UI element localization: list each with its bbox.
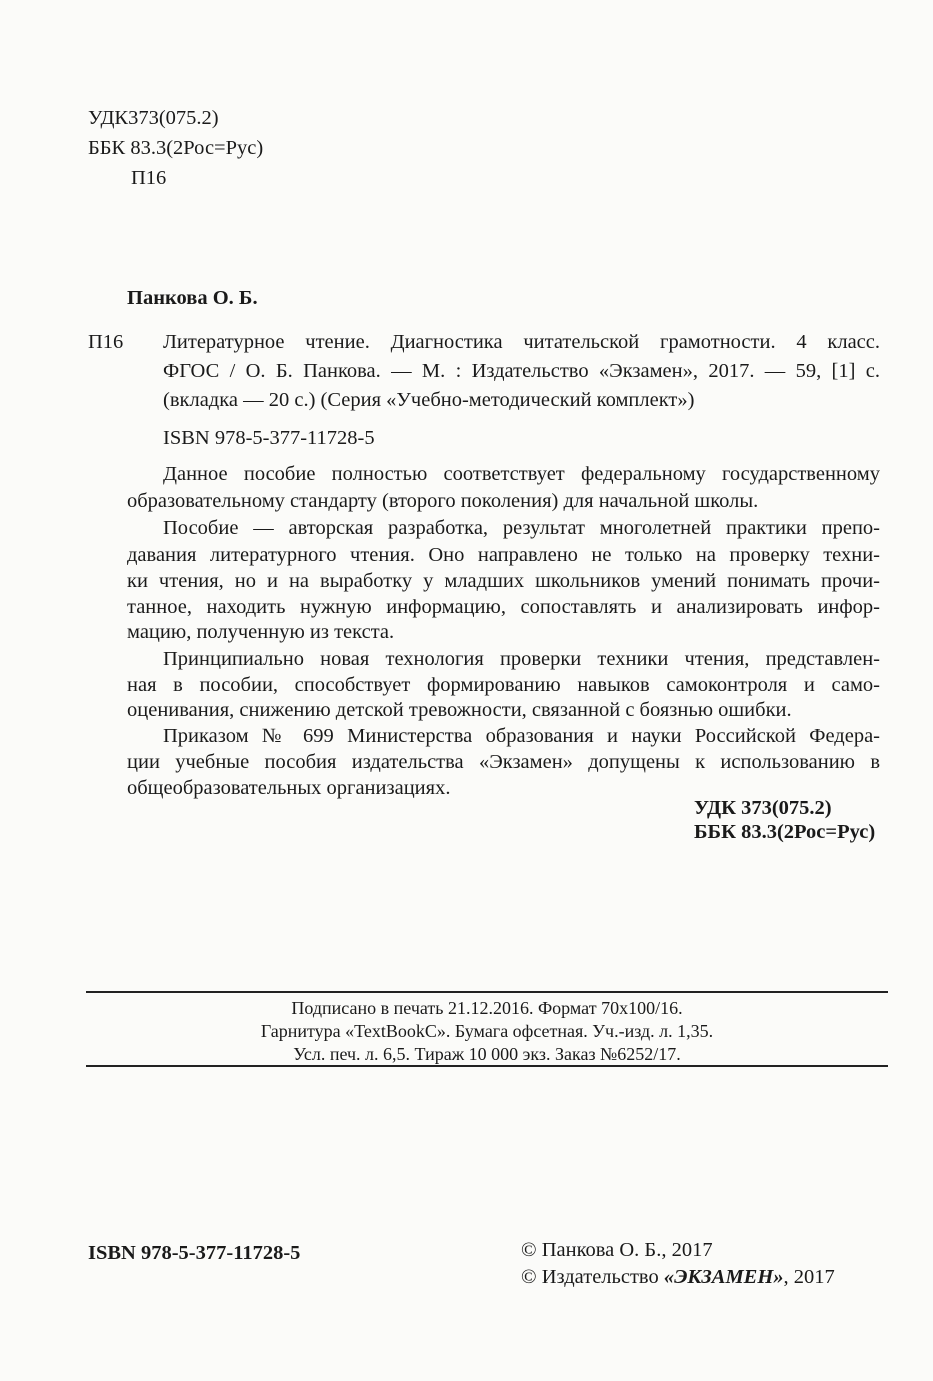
paragraph-line: ная в пособии, способствует формированию навыков самоконтроля и само- bbox=[127, 674, 880, 696]
record-line: (вкладка — 20 с.) (Серия «Учебно-методический комплект») bbox=[163, 389, 695, 411]
copyright-author: © Панкова О. Б., 2017 bbox=[521, 1239, 713, 1261]
publisher-name: «ЭКЗАМЕН» bbox=[663, 1266, 784, 1288]
divider-top bbox=[86, 991, 888, 993]
imprint-line: Гарнитура «TextBookC». Бумага офсетная. Уч.-изд. л. 1,35. bbox=[260, 1021, 714, 1041]
paragraph-line: оценивания, снижению детской тревожности, связанной с боязнью ошибки. bbox=[127, 699, 792, 721]
record-line: Литературное чтение. Диагностика читательской грамотности. 4 класс. bbox=[163, 331, 880, 353]
paragraph-line: танное, находить нужную информацию, сопоставлять и анализировать инфор- bbox=[127, 596, 880, 618]
header-code: П16 bbox=[131, 167, 167, 189]
paragraph-line: образовательному стандарту (второго поколения) для начальной школы. bbox=[127, 490, 759, 512]
imprint-line: Усл. печ. л. 6,5. Тираж 10 000 экз. Заказ №6252/17. bbox=[293, 1044, 681, 1064]
paragraph-line: ки чтения, но и на выработку у младших школьников умений понимать прочи- bbox=[127, 570, 880, 592]
paragraph-line: общеобразовательных организациях. bbox=[127, 777, 451, 799]
paragraph-line: Пособие — авторская разработка, результат многолетней практики препо- bbox=[163, 517, 880, 539]
paragraph-line: давания литературного чтения. Оно направлено не только на проверку техни- bbox=[127, 544, 880, 566]
paragraph-line: Принципиально новая технология проверки техники чтения, представлен- bbox=[163, 648, 880, 670]
copyright-prefix: © Издательство bbox=[521, 1266, 664, 1288]
copyright-publisher bbox=[521, 1265, 835, 1289]
paragraph-line: Данное пособие полностью соответствует федеральному государственному bbox=[163, 463, 880, 485]
record-isbn: ISBN 978-5-377-11728-5 bbox=[163, 427, 375, 449]
author: Панкова О. Б. bbox=[127, 287, 258, 309]
paragraph-line: Приказом № 699 Министерства образования и науки Российской Федера- bbox=[163, 725, 880, 747]
paragraph-line: ции учебные пособия издательства «Экзамен» допущены к использованию в bbox=[127, 751, 880, 773]
divider-bottom bbox=[86, 1065, 888, 1067]
header-bbk: ББК 83.3(2Рос=Рус) bbox=[88, 137, 264, 159]
index-udk: УДК 373(075.2) bbox=[694, 797, 832, 819]
paragraph-line: мацию, полученную из текста. bbox=[127, 621, 395, 643]
copyright-suffix: , 2017 bbox=[783, 1266, 835, 1288]
record-code: П16 bbox=[88, 331, 124, 353]
header-udk: УДК373(075.2) bbox=[88, 107, 219, 129]
imprint-line: Подписано в печать 21.12.2016. Формат 70x100/16. bbox=[291, 998, 683, 1018]
record-line: ФГОС / О. Б. Панкова. — М. : Издательство «Экзамен», 2017. — 59, [1] с. bbox=[163, 360, 880, 382]
footer-isbn: ISBN 978-5-377-11728-5 bbox=[88, 1242, 301, 1264]
index-bbk: ББК 83.3(2Рос=Рус) bbox=[694, 821, 876, 843]
